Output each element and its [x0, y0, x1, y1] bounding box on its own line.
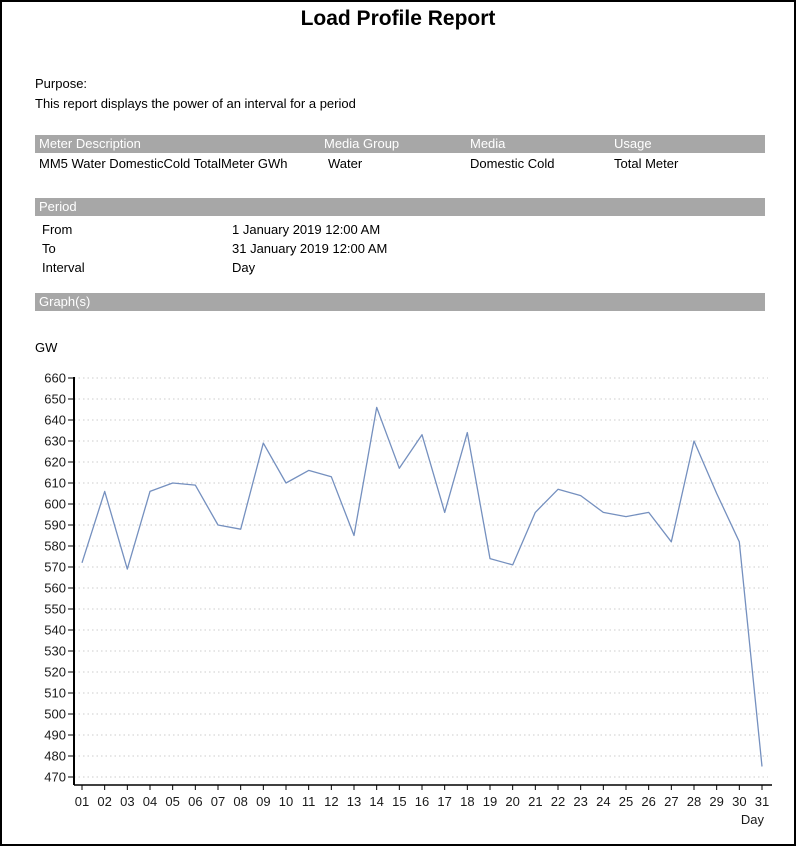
load-profile-line-chart [2, 2, 796, 846]
to-label: To [42, 241, 56, 256]
x-tick-label: 25 [618, 794, 634, 809]
x-tick-label: 20 [505, 794, 520, 809]
x-tick-label: 06 [188, 794, 203, 809]
x-tick-label: 23 [573, 794, 588, 809]
x-tick-label: 13 [346, 794, 362, 809]
x-tick-label: 04 [142, 794, 158, 809]
to-value: 31 January 2019 12:00 AM [232, 241, 388, 256]
from-label: From [42, 222, 73, 237]
y-tick-label: 500 [44, 706, 66, 722]
x-tick-label: 01 [74, 794, 90, 809]
usage-value: Total Meter [614, 156, 679, 171]
x-tick-label: 16 [414, 794, 430, 809]
y-tick-label: 660 [44, 370, 66, 386]
x-tick-label: 21 [528, 794, 543, 809]
x-tick-label: 17 [437, 794, 452, 809]
usage-header: Usage [614, 136, 652, 151]
y-tick-label: 580 [44, 538, 66, 554]
x-tick-label: 12 [324, 794, 339, 809]
y-tick-label: 560 [44, 580, 66, 596]
y-tick-label: 510 [44, 685, 66, 701]
x-tick-label: 22 [550, 794, 566, 809]
x-tick-label: 18 [460, 794, 475, 809]
y-tick-label: 540 [44, 622, 66, 638]
x-tick-label: 30 [732, 794, 747, 809]
x-tick-label: 31 [754, 794, 770, 809]
x-tick-label: 26 [641, 794, 656, 809]
x-tick-label: 05 [165, 794, 180, 809]
x-tick-label: 02 [97, 794, 112, 809]
x-tick-label: 10 [278, 794, 294, 809]
media-group-header: Media Group [324, 136, 400, 151]
x-tick-label: 14 [369, 794, 384, 809]
media-value: Domestic Cold [470, 156, 555, 171]
y-tick-label: 480 [44, 748, 66, 764]
x-tick-label: 19 [482, 794, 498, 809]
purpose-text: This report displays the power of an interval for a period [35, 96, 356, 111]
x-axis-title: Day [740, 812, 764, 827]
y-tick-label: 610 [44, 475, 66, 491]
y-tick-label: 570 [44, 559, 66, 575]
media-header: Media [470, 136, 506, 151]
interval-value: Day [232, 260, 256, 275]
x-tick-label: 09 [256, 794, 271, 809]
x-tick-label: 24 [596, 794, 611, 809]
x-tick-label: 15 [392, 794, 407, 809]
y-axis-unit-label: GW [35, 340, 58, 355]
y-tick-label: 470 [44, 769, 66, 785]
y-tick-label: 490 [44, 727, 66, 743]
x-tick-label: 08 [233, 794, 248, 809]
x-tick-label: 29 [709, 794, 724, 809]
x-tick-label: 27 [664, 794, 679, 809]
y-tick-label: 620 [44, 454, 66, 470]
x-tick-label: 28 [686, 794, 702, 809]
y-tick-label: 640 [44, 412, 66, 428]
y-tick-label: 550 [44, 601, 66, 617]
x-tick-label: 11 [301, 794, 316, 809]
chart-line [82, 407, 762, 766]
y-tick-label: 530 [44, 643, 66, 659]
meter-description-value: MM5 Water DomesticCold TotalMeter GWh [39, 156, 288, 171]
period-header: Period [39, 199, 77, 214]
page-title: Load Profile Report [300, 7, 496, 30]
y-tick-label: 520 [44, 664, 66, 680]
interval-label: Interval [42, 260, 85, 275]
from-value: 1 January 2019 12:00 AM [232, 222, 381, 237]
y-tick-label: 650 [44, 391, 66, 407]
x-tick-label: 07 [210, 794, 226, 809]
y-tick-label: 600 [44, 496, 66, 512]
y-tick-label: 630 [44, 433, 66, 449]
media-group-value: Water [328, 156, 363, 171]
meter-description-header: Meter Description [39, 136, 141, 151]
x-tick-label: 03 [120, 794, 135, 809]
y-tick-label: 590 [44, 517, 66, 533]
purpose-label: Purpose: [35, 76, 88, 91]
graphs-header: Graph(s) [39, 294, 91, 309]
